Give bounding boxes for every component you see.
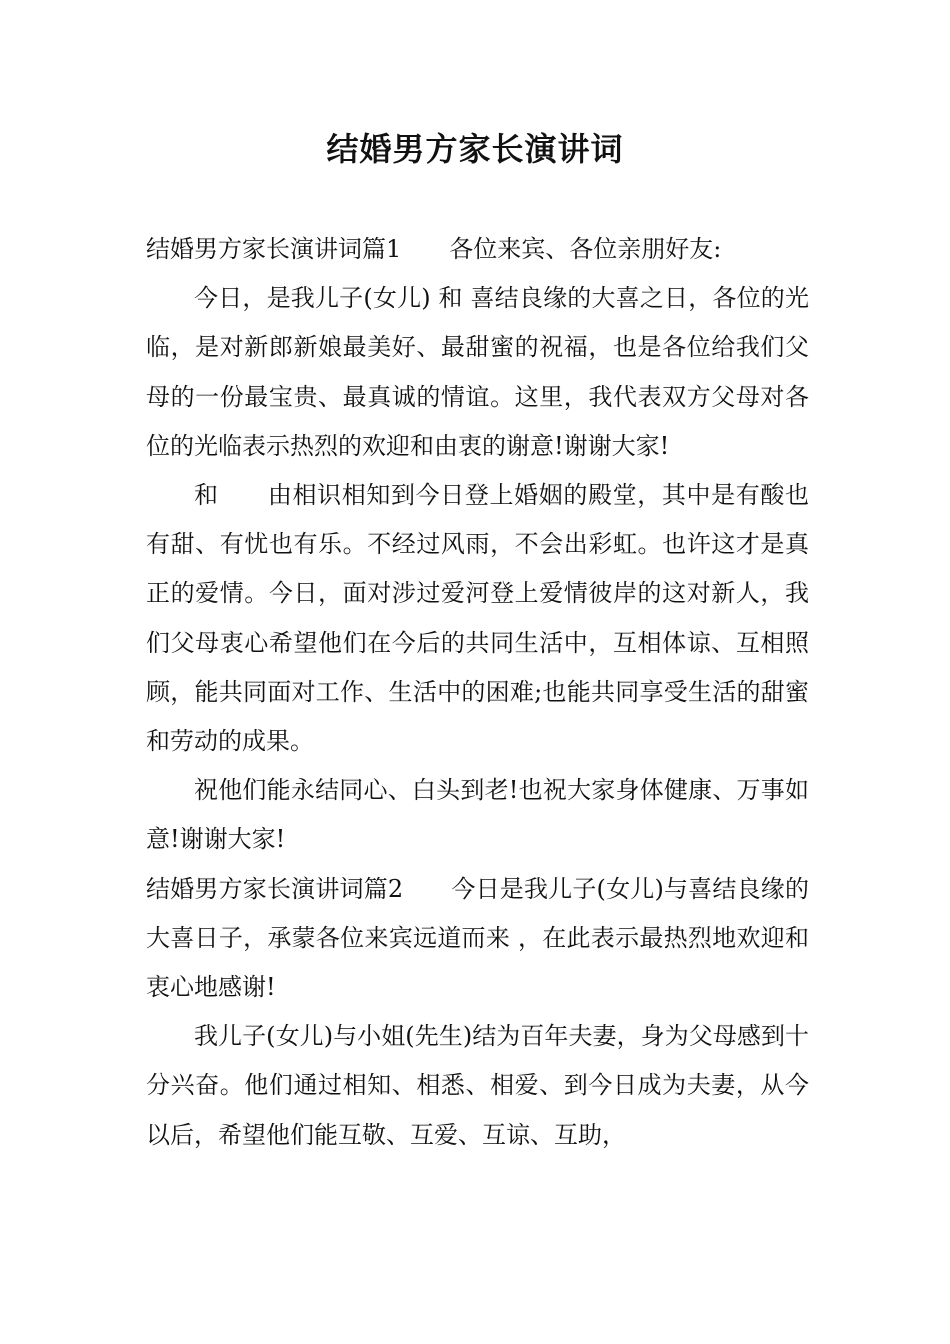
paragraph-5	[146, 865, 809, 1013]
paragraph-1-text: 各位来宾、各位亲朋好友:	[449, 235, 722, 263]
paragraph-3: 和 由相识相知到今日登上婚姻的殿堂，其中是有酸也有甜、有忧也有乐。不经过风雨，不会出彩虹。也许这才是真正的爱情。今日，面对涉过爱河登上爱情彼岸的这对新人，我们父母衷心希望他们在今后的共同生活中，互相体谅、互相照顾，能共同面对工作、生活中的困难;也能共同享受生活的甜蜜和劳动的成果。	[146, 481, 809, 756]
page-title: 结婚男方家长演讲词	[326, 130, 624, 168]
document-body	[146, 225, 809, 1160]
paragraph-1	[146, 225, 809, 274]
section-heading-2: 结婚男方家长演讲词篇2	[146, 874, 404, 903]
section-heading-1: 结婚男方家长演讲词篇1	[146, 235, 402, 263]
paragraph-4: 祝他们能永结同心、白头到老!也祝大家身体健康、万事如意!谢谢大家!	[146, 776, 809, 854]
paragraph-5-text: 今日是我儿子(女儿)与喜结良缘的大喜日子，承蒙各位来宾远道而来 ，在此表示最热烈地欢迎和衷心地感谢!	[146, 874, 809, 1002]
paragraph-2: 今日，是我儿子(女儿) 和 喜结良缘的大喜之日，各位的光临，是对新郎新娘最美好、最甜蜜的祝福，也是各位给我们父母的一份最宝贵、最真诚的情谊。这里，我代表双方父母对各位的光临表示热烈的欢迎和由衷的谢意!谢谢大家!	[146, 284, 809, 460]
paragraph-6: 我儿子(女儿)与小姐(先生)结为百年夫妻，身为父母感到十分兴奋。他们通过相知、相悉、相爱、到今日成为夫妻，从今以后，希望他们能互敬、互爱、互谅、互助，	[146, 1022, 809, 1149]
